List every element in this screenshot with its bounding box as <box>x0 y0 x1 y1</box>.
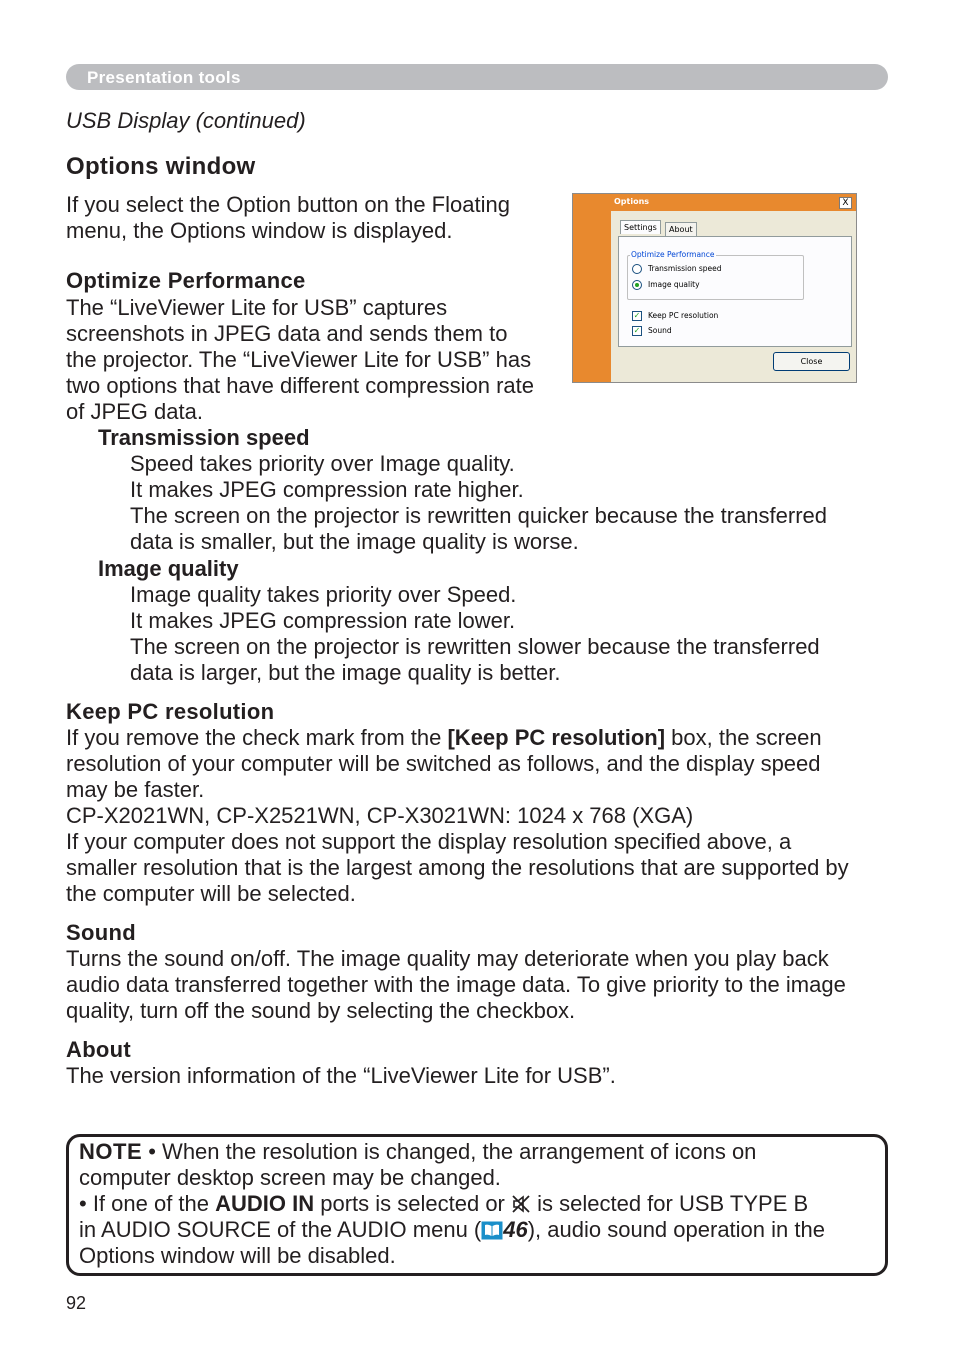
close-icon: X <box>839 197 852 209</box>
body-line: If your computer does not support the display resolution specified above, a <box>66 829 792 854</box>
section-header-bar <box>66 64 888 90</box>
page-title: Options window <box>66 153 256 180</box>
note-line: computer desktop screen may be changed. <box>79 1165 501 1190</box>
body-line: The version information of the “LiveViewer Lite for USB”. <box>66 1063 616 1088</box>
options-window-screenshot <box>572 193 857 383</box>
body-line: may be faster. <box>66 777 205 802</box>
body-line: The “LiveViewer Lite for USB” captures <box>66 295 448 320</box>
window-title: Options <box>614 197 650 206</box>
radio-label: Transmission speed <box>648 264 722 273</box>
tab-about: About <box>665 222 697 236</box>
body-line: two options that have different compression rate <box>66 373 534 398</box>
page-number: 92 <box>66 1293 87 1313</box>
body-line: Image quality takes priority over Speed. <box>130 582 517 607</box>
body-line: Speed takes priority over Image quality. <box>130 451 515 476</box>
subheading-transmission-speed: Transmission speed <box>98 425 310 450</box>
body-line: data is smaller, but the image quality is worse. <box>130 529 579 554</box>
checkbox-sound: ✓ <box>633 326 641 335</box>
body-line: It makes JPEG compression rate higher. <box>130 477 524 502</box>
page-reference[interactable]: 46 <box>503 1217 528 1242</box>
close-button-image: Close <box>773 352 850 371</box>
body-line: screenshots in JPEG data and sends them to <box>66 321 508 346</box>
window-side-accent <box>573 194 611 382</box>
note-label: NOTE <box>79 1139 143 1164</box>
heading-optimize-performance: Optimize Performance <box>66 268 306 293</box>
checkbox-keep-pc-resolution: ✓ <box>633 311 641 320</box>
heading-keep-pc-resolution: Keep PC resolution <box>66 699 275 724</box>
heading-sound: Sound <box>66 920 136 945</box>
optimize-group-title: Optimize Performance <box>631 250 715 259</box>
intro-line: If you select the Option button on the Floating <box>66 192 510 217</box>
body-line: quality, turn off the sound by selecting the checkbox. <box>66 998 576 1023</box>
section-header-label: Presentation tools <box>87 68 241 87</box>
body-line: If you remove the check mark from the [Keep PC resolution] box, the screen <box>66 725 822 750</box>
body-line: It makes JPEG compression rate lower. <box>130 608 516 633</box>
note-line: Options window will be disabled. <box>79 1243 396 1268</box>
body-line: data is larger, but the image quality is better. <box>130 660 561 685</box>
body-line: CP-X2021WN, CP-X2521WN, CP-X3021WN: 1024 x 768 (XGA) <box>66 803 694 828</box>
radio-label: Image quality <box>648 280 700 289</box>
tab-settings: Settings <box>620 220 661 234</box>
radio-transmission-speed <box>632 264 642 274</box>
book-reference-icon <box>481 1220 503 1239</box>
body-line: The screen on the projector is rewritten slower because the transferred <box>130 634 820 659</box>
note-line: NOTE • When the resolution is changed, the arrangement of icons on <box>79 1139 757 1164</box>
heading-about: About <box>66 1037 132 1062</box>
body-line: audio data transferred together with the image data. To give priority to the image <box>66 972 846 997</box>
body-line: the computer will be selected. <box>66 881 356 906</box>
body-line: smaller resolution that is the largest among the resolutions that are supported by <box>66 855 849 880</box>
mute-icon <box>511 1194 531 1214</box>
body-line: of JPEG data. <box>66 399 203 424</box>
body-line: Turns the sound on/off. The image quality may deteriorate when you play back <box>66 946 829 971</box>
subheading-image-quality: Image quality <box>98 556 239 581</box>
checkbox-label: Sound <box>648 326 672 335</box>
section-subtitle: USB Display (continued) <box>66 108 306 133</box>
body-line: the projector. The “LiveViewer Lite for USB” has <box>66 347 532 372</box>
intro-line: menu, the Options window is displayed. <box>66 218 453 243</box>
note-line: • If one of the AUDIO IN ports is selected or is selected for USB TYPE B <box>79 1191 809 1216</box>
radio-image-quality <box>632 280 642 290</box>
checkbox-label: Keep PC resolution <box>648 311 719 320</box>
body-line: resolution of your computer will be switched as follows, and the display speed <box>66 751 821 776</box>
optimize-group-box <box>627 255 804 300</box>
body-line: The screen on the projector is rewritten quicker because the transferred <box>130 503 828 528</box>
note-line: in AUDIO SOURCE of the AUDIO menu ( 46), audio sound operation in the <box>79 1217 825 1242</box>
